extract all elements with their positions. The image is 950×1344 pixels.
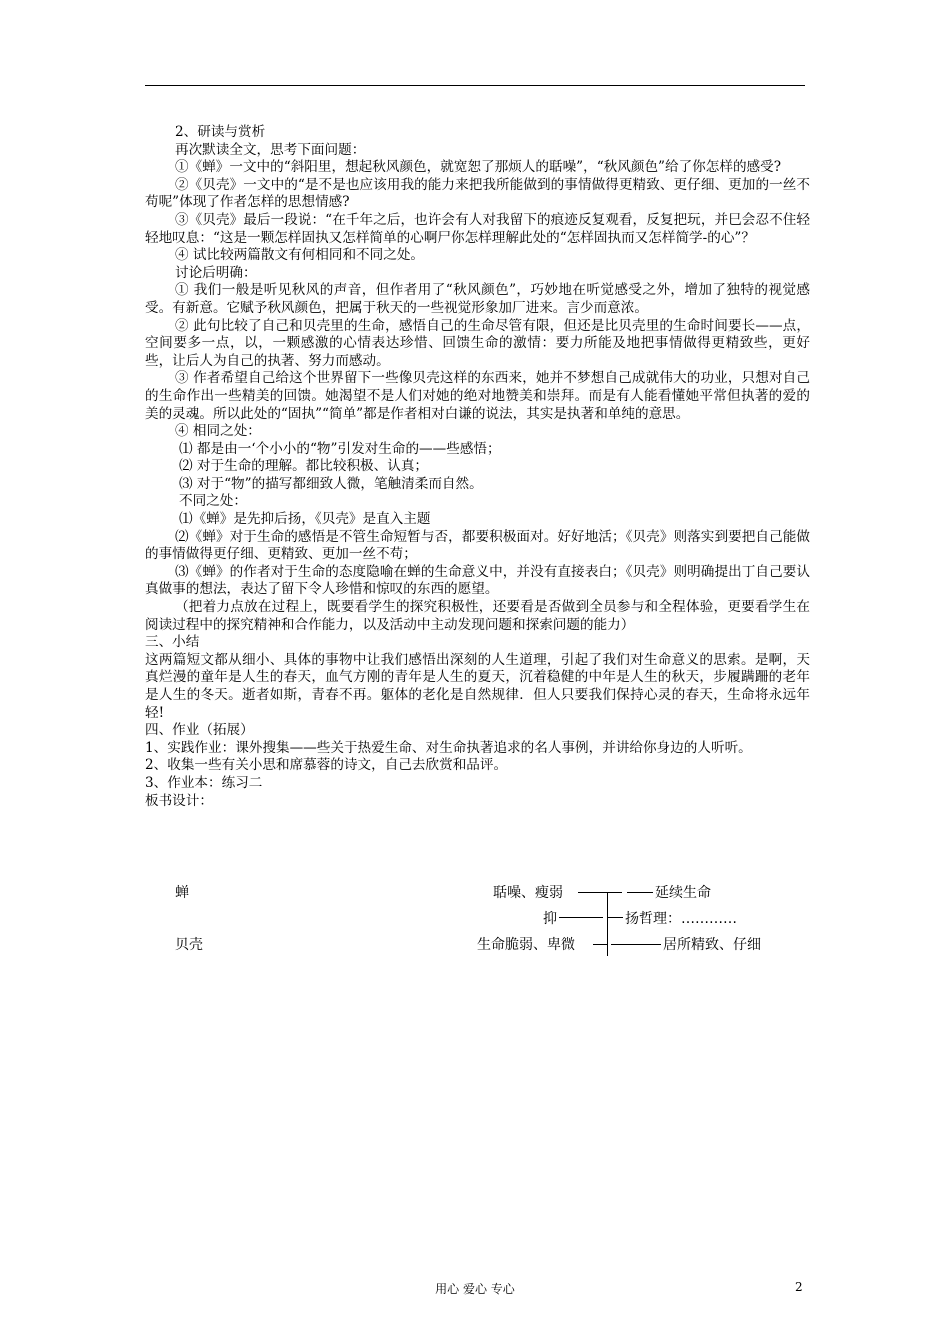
- homework-item: 3、作业本：练习二: [145, 774, 263, 791]
- page-number: 2: [795, 1280, 803, 1294]
- answer-2: ② 此句比较了自己和贝壳里的生命，感悟自己的生命尽管有限，但还是比贝壳里的生命时间要长——点，空间要多一点，以，一颗感激的心情表达珍惜、回馈生命的激情：要力所能及地把事情做得更精致些，更好些，让后人为自己的执著、努力而感动。: [145, 317, 810, 369]
- answer-1: ① 我们一般是听见秋风的声音，但作者用了“秋风颜色”，巧妙地在听觉感受之外，增加了独特的视觉感受。有新意。它赋予秋风颜色，把属于秋天的一些视觉形象加厂进来。言少而意浓。: [145, 282, 810, 316]
- same-label: ④ 相同之处：: [175, 423, 261, 440]
- section-4-title: 四、作业（拓展）: [145, 722, 254, 739]
- diff-item: ⑴《蝉》是先抑后扬，《贝壳》是直入主题: [179, 511, 431, 528]
- header-rule: [145, 85, 805, 86]
- same-item: ⑴ 都是由一‘个小小的“物”引发对生命的——些感悟；: [179, 440, 501, 457]
- board-shell: 贝壳: [175, 937, 203, 953]
- board-design: [145, 878, 805, 958]
- discuss-label: 讨论后明确：: [175, 264, 257, 281]
- document-body: [145, 124, 810, 810]
- question-4: ④ 试比较两篇散文有何相同和不同之处。: [175, 247, 425, 264]
- section-2-title: 2、研读与赏析: [175, 124, 266, 140]
- homework-item: 2、收集一些有关小思和席慕蓉的诗文，自己去欣赏和品评。: [145, 757, 508, 774]
- board-cicada: 蝉: [175, 885, 189, 901]
- board-connector-line: [559, 917, 603, 918]
- question-3: ③《贝壳》最后一段说：“在千年之后，也许会有人对我留下的痕迹反复观看，反复把玩，并巳会忍不住轻轻地叹息：“这是一颗怎样固执又怎样简单的心啊尸你怎样理解此处的“怎样固执而又怎样简学-的心”？: [145, 211, 810, 246]
- diff-item: ⑵《蝉》对于生命的感悟是不管生命短暂与否，都要积极面对。好好地活；《贝壳》则落实到要把自己能做的事情做得更仔细、更精致、更加一丝不苟；: [145, 528, 810, 563]
- teaching-note: （把着力点放在过程上，既要看学生的探究积极性，还要看是否做到全员参与和全程体验，更要看学生在阅读过程中的探究精神和合作能力，以及活动中主动发现问题和探索问题的能力）: [145, 599, 810, 633]
- board-brace-line: [607, 917, 623, 918]
- answer-3: ③ 作者希望自己给这个世界留下一些像贝壳这样的东西来，她并不梦想自己成就伟大的功业，只想对自己的生命作出一些精美的回馈。她渴望不是人们对她的绝对地赞美和崇拜。而是有人能看懂她平常但执著的爱的美的灵魂。所以此处的“固执”“简单”都是作者相对白谦的说法，其实是执著和单纯的意思。: [145, 370, 810, 422]
- diff-item: ⑶《蝉》的作者对于生命的态度隐喻在蝉的生命意义中，并没有直接表白；《贝壳》则明确提出丁自己要认真做事的想法，表达了留下令人珍惜和惊叹的东西的愿望。: [145, 563, 810, 598]
- diff-label: 不同之处：: [179, 493, 247, 510]
- board-connector-line: [611, 944, 661, 945]
- question-1: ①《蝉》一文中的“斜阳里，想起秋风颜色，就宽恕了那烦人的聒噪”，“秋风颜色”给了你怎样的感受?: [175, 159, 782, 176]
- intro-text: 再次默读全文，思考下面问题：: [175, 141, 366, 158]
- board-yi: 抑: [543, 911, 557, 927]
- board-title: 板书设计：: [145, 792, 213, 809]
- footer-motto: 用心 爱心 专心: [435, 1282, 515, 1296]
- board-connector-line: [627, 892, 653, 893]
- board-connector-line: [593, 944, 607, 945]
- homework-item: 1、实践作业：课外搜集——些关于热爱生命、对生命执著追求的名人事例，并讲给你身边的人听听。: [145, 739, 752, 756]
- same-item: ⑶ 对于“物”的描写都细致人微，笔触清柔而自然。: [179, 475, 483, 492]
- board-cicada-trait: 聒噪、瘦弱: [493, 885, 563, 901]
- board-shell-trait: 生命脆弱、卑微: [477, 937, 575, 953]
- same-item: ⑵ 对于生命的理解。都比较积极、认真；: [179, 458, 429, 475]
- section-3-title: 三、小结: [145, 634, 200, 651]
- board-connector-line: [578, 892, 622, 893]
- board-brace-line: [607, 892, 608, 956]
- board-cicada-result: 延续生命: [655, 885, 711, 901]
- summary-text: 这两篇短文都从细小、具体的事物中让我们感悟出深刻的人生道理，引起了我们对生命意义的思索。是啊，天真烂漫的童年是人生的春天，血气方刚的青年是人生的夏天，沉着稳健的中年是人生的秋天，步履蹒跚的老年是人生的冬天。逝者如斯，青春不再。躯体的老化是自然规律．但人只要我们保持心灵的春天，生命将永远年轻!: [145, 651, 810, 721]
- board-shell-result: 居所精致、仔细: [663, 937, 761, 953]
- board-yang: 扬哲理：…………: [625, 911, 737, 927]
- question-2: ②《贝壳》一文中的“是不是也应该用我的能力来把我所能做到的事情做得更精致、更仔细、更加的一丝不苟呢”体现了作者怎样的思想情感?: [145, 176, 810, 211]
